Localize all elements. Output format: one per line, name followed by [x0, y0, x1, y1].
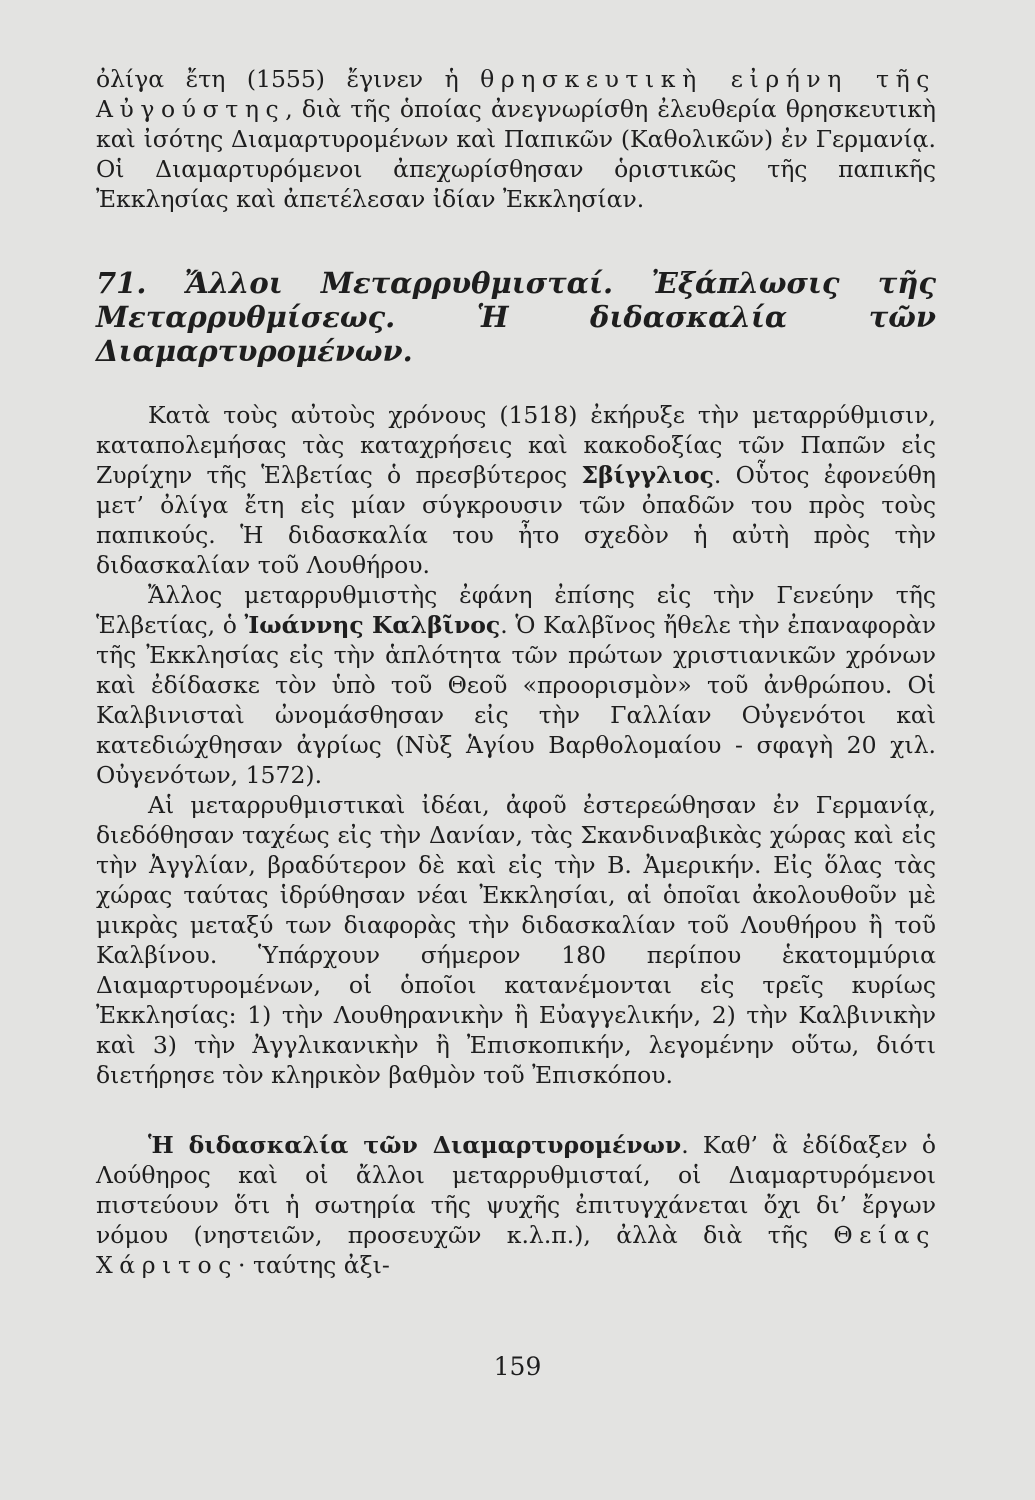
page-content — [96, 64, 936, 1280]
paragraph-calvin-text-1: Ἄλλος μεταρρυθμιστὴς ἐφάνη ἐπίσης εἰς τὴν Γενεύην τῆς Ἑλβετίας, ὁ — [96, 581, 936, 639]
paragraph-doctrine-text-2: · ταύτης ἀξι- — [238, 1251, 390, 1279]
paragraph-calvin — [96, 580, 936, 790]
subheading-doctrine: Ἡ διδασκαλία τῶν Διαμαρτυρομένων — [148, 1131, 682, 1159]
page-number: 159 — [493, 1352, 542, 1381]
section-heading: 71. Ἄλλοι Μεταρρυθμισταί. Ἐξάπλωσις τῆς Μεταρρυθμίσεως. Ἡ διδασκαλία τῶν Διαμαρτυρομένων. — [96, 266, 936, 368]
name-zwingli: Σβίγγλιος — [581, 461, 714, 489]
paragraph-doctrine — [96, 1130, 936, 1280]
name-calvin: Ἰωάννης Καλβῖνος — [244, 611, 501, 639]
intro-spaced-phrase: θρησκευτικὴ εἰρήνη τῆς Αὐγούστης — [96, 65, 936, 123]
paragraph-zwingli-text-2: . Οὗτος ἐφονεύθη μετ’ ὀλίγα ἔτη εἰς μίαν σύγκρουσιν τῶν ὀπαδῶν του πρὸς τοὺς παπικούς. Ἡ διδασκαλία του ἦτο σχεδὸν ἡ αὐτὴ πρὸς τὴν διδασκαλίαν τοῦ Λουθήρου. — [96, 461, 936, 579]
doctrine-spaced-phrase: Θείας Χάριτος — [96, 1221, 936, 1279]
intro-text-start: ὀλίγα ἔτη (1555) ἔγινεν ἡ — [96, 65, 481, 93]
paragraph-doctrine-text-1: . Καθ’ ἃ ἐδίδαξεν ὁ Λούθηρος καὶ οἱ ἄλλοι μεταρρυθμισταί, οἱ Διαμαρτυρόμενοι πιστεύουν ὅτι ἡ σωτηρία τῆς ψυχῆς ἐπιτυγχάνεται ὄχι δι’ ἔργων νόμου (νηστειῶν, προσευχῶν κ.λ.π.), ἀλλὰ διὰ τῆς — [96, 1131, 936, 1249]
paragraph-zwingli-text-1: Κατὰ τοὺς αὐτοὺς χρόνους (1518) ἐκήρυξε τὴν μεταρρύθμισιν, καταπολεμήσας τὰς καταχρήσεις καὶ κακοδοξίας τῶν Παπῶν εἰς Ζυρίχην τῆς Ἑλβετίας ὁ πρεσβύτερος — [96, 401, 936, 489]
paragraph-zwingli — [96, 400, 936, 580]
intro-text-end: , διὰ τῆς ὁποίας ἀνεγνωρίσθη ἐλευθερία θρησκευτικὴ καὶ ἰσότης Διαμαρτυρομένων καὶ Παπικῶν (Καθολικῶν) ἐν Γερμανίᾳ. Οἱ Διαμαρτυρόμενοι ἀπεχωρίσθησαν ὁριστικῶς τῆς παπικῆς Ἐκκλησίας καὶ ἀπετέλεσαν ἰδίαν Ἐκκλησίαν. — [96, 95, 936, 213]
paragraph-spread: Αἱ μεταρρυθμιστικαὶ ἰδέαι, ἀφοῦ ἐστερεώθησαν ἐν Γερμανίᾳ, διεδόθησαν ταχέως εἰς τὴν Δανίαν, τὰς Σκανδιναβικὰς χώρας καὶ εἰς τὴν Ἀγγλίαν, βραδύτερον δὲ καὶ εἰς τὴν Β. Ἀμερικήν. Εἰς ὅλας τὰς χώρας ταύτας ἱδρύθησαν νέαι Ἐκκλησίαι, αἱ ὁποῖαι ἀκολουθοῦν μὲ μικρὰς μεταξύ των διαφορὰς τὴν διδασκαλίαν τοῦ Λουθήρου ἢ τοῦ Καλβίνου. Ὑπάρχουν σήμερον 180 περίπου ἑκατομμύρια Διαμαρτυρομένων, οἱ ὁποῖοι κατανέμονται εἰς τρεῖς κυρίως Ἐκκλησίας: 1) τὴν Λουθηρανικὴν ἢ Εὐαγγελικήν, 2) τὴν Καλβινικὴν καὶ 3) τὴν Ἀγγλικανικὴν ἢ Ἐπισκοπικήν, λεγομένην οὕτω, διότι διετήρησε τὸν κληρικὸν βαθμὸν τοῦ Ἐπισκόπου. — [96, 791, 936, 1089]
paragraph-calvin-text-2: . Ὁ Καλβῖνος ἤθελε τὴν ἐπαναφορὰν τῆς Ἐκκλησίας εἰς τὴν ἁπλότητα τῶν πρώτων χριστιανικῶν χρόνων καὶ ἐδίδασκε τὸν ὑπὸ τοῦ Θεοῦ «προορισμὸν» τοῦ ἀνθρώπου. Οἱ Καλβινισταὶ ὠνομάσθησαν εἰς τὴν Γαλλίαν Οὐγενότοι καὶ κατεδιώχθησαν ἀγρίως (Νὺξ Ἁγίου Βαρθολομαίου - σφαγὴ 20 χιλ. Οὐγενότων, 1572). — [96, 611, 936, 789]
intro-paragraph — [96, 64, 936, 214]
